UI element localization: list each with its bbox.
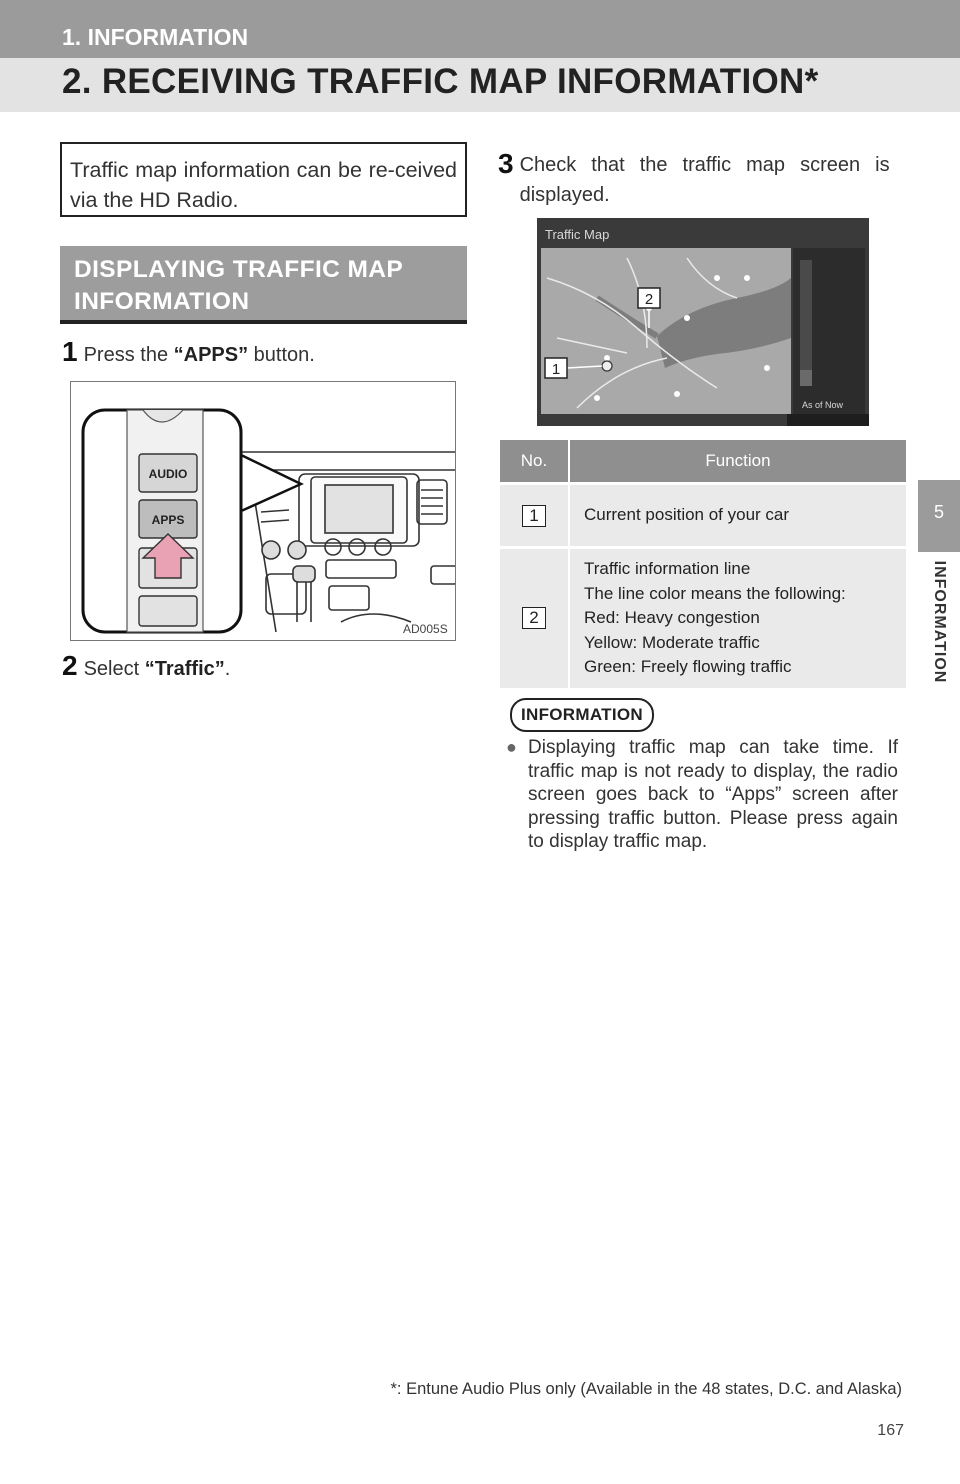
map-screen-title: Traffic Map bbox=[545, 227, 610, 242]
step-text: Check that the traffic map screen is displayed. bbox=[519, 154, 890, 206]
step-3 bbox=[498, 148, 908, 210]
step-button-name: “Traffic” bbox=[144, 658, 225, 680]
traffic-map-screenshot bbox=[537, 218, 869, 426]
table-row bbox=[500, 484, 906, 548]
map-callout-1: 1 bbox=[551, 361, 561, 378]
function-line: Yellow: Moderate traffic bbox=[584, 632, 760, 652]
section-heading-line2: INFORMATION bbox=[74, 288, 250, 315]
table-header-row bbox=[500, 440, 906, 484]
function-line: The line color means the following: bbox=[584, 583, 846, 603]
table-cell-function bbox=[569, 548, 906, 688]
step-text-post: . bbox=[224, 658, 231, 680]
function-line: Traffic information line bbox=[584, 559, 751, 578]
intro-box: Traffic map information can be re-ceived via the HD Radio. bbox=[60, 142, 467, 217]
step-text-pre: Press the bbox=[83, 344, 174, 366]
table-row bbox=[500, 548, 906, 688]
section-heading bbox=[60, 246, 467, 324]
step-2 bbox=[62, 650, 230, 682]
footnote: *: Entune Audio Plus only (Available in the 48 states, D.C. and Alaska) bbox=[390, 1380, 902, 1398]
column-header-no: No. bbox=[500, 440, 569, 484]
table-cell-no bbox=[500, 484, 569, 548]
audio-button-label: AUDIO bbox=[148, 467, 188, 481]
section-heading-line1: DISPLAYING TRAFFIC MAP bbox=[74, 256, 404, 283]
number-box: 2 bbox=[522, 607, 546, 629]
information-note bbox=[506, 736, 898, 854]
number-box: 1 bbox=[522, 505, 546, 527]
table-cell-function bbox=[569, 484, 906, 548]
map-status-text: As of Now bbox=[802, 400, 844, 410]
page-number: 167 bbox=[877, 1422, 904, 1439]
page-title: 2. RECEIVING TRAFFIC MAP INFORMATION* bbox=[62, 62, 819, 101]
step-text-pre: Select bbox=[83, 658, 145, 680]
function-line: Green: Freely flowing traffic bbox=[584, 657, 792, 676]
chapter-tab-number[interactable]: 5 bbox=[918, 480, 960, 552]
step-number: 2 bbox=[62, 650, 78, 681]
column-header-function: Function bbox=[569, 440, 906, 484]
figure-code: AD005S bbox=[403, 622, 448, 636]
chapter-tab-text: INFORMATION bbox=[931, 560, 948, 684]
function-line: Red: Heavy congestion bbox=[584, 608, 760, 627]
step-number: 3 bbox=[498, 148, 514, 179]
table-cell-no bbox=[500, 548, 569, 688]
traffic-map-drawing bbox=[537, 218, 869, 426]
dashboard-drawing bbox=[71, 382, 456, 641]
step-number: 1 bbox=[62, 336, 78, 367]
bullet-icon: ● bbox=[506, 737, 517, 757]
step-1 bbox=[62, 336, 315, 368]
chapter-tab-label bbox=[918, 552, 960, 712]
information-text: Displaying traffic map can take time. If traffic map is not ready to display, the radio screen goes back to “Apps” screen after pressing traffic button. Please press again to display traffic map. bbox=[528, 737, 898, 852]
function-line: Current position of your car bbox=[584, 505, 790, 525]
map-callout-2: 2 bbox=[644, 291, 654, 308]
dashboard-illustration bbox=[70, 381, 456, 641]
apps-button-label: APPS bbox=[151, 513, 185, 527]
function-table bbox=[500, 440, 906, 688]
chapter-section-label: 1. INFORMATION bbox=[62, 24, 249, 50]
step-button-name: “APPS” bbox=[173, 344, 249, 366]
information-badge: INFORMATION bbox=[510, 698, 654, 732]
step-text-post: button. bbox=[248, 344, 315, 366]
